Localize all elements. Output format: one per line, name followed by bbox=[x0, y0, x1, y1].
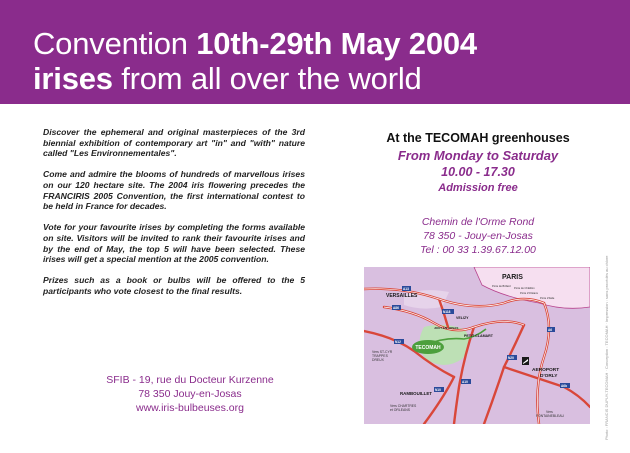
organizer-address bbox=[40, 373, 340, 415]
header-banner bbox=[0, 0, 630, 104]
map-road-label-a86: A86 bbox=[393, 306, 399, 310]
map-road-label-a6: A6 bbox=[548, 328, 553, 332]
organizer-website[interactable]: www.iris-bulbeuses.org bbox=[136, 402, 244, 414]
header-title-rest: from all over the world bbox=[112, 61, 422, 96]
map-label-jouy: JOUY-EN-JOSAS bbox=[434, 326, 459, 330]
map-road-label-a6b: A6b bbox=[561, 384, 568, 388]
map-label-versailles: VERSAILLES bbox=[386, 293, 418, 299]
map-label-tecomah: TECOMAH bbox=[415, 345, 441, 351]
map-road-label-n118: N118 bbox=[443, 310, 451, 314]
location-map bbox=[364, 267, 590, 424]
map-label-orleans: et ORLEANS bbox=[390, 408, 410, 412]
venue-city: 78 350 - Jouy-en-Josas bbox=[423, 230, 533, 242]
venue-days: From Monday to Saturday bbox=[397, 148, 559, 163]
map-label-petit-clamart: PETIT CLAMART bbox=[464, 334, 493, 338]
credits-text: Photo : FRANCIS DUPUY-TECOMAH · Conception : TECOMAH · Impression : sans procédés au chlore bbox=[604, 255, 609, 440]
map-road-label-a13: A13 bbox=[403, 287, 409, 291]
map-label-trappes: TRAPPES bbox=[372, 354, 388, 358]
map-label-porte-orleans: Porte d'Orléans bbox=[520, 292, 538, 295]
map-road-label-n20: N20 bbox=[508, 356, 514, 360]
map-label-fontainebleau: FONTAINEBLEAU bbox=[536, 414, 565, 418]
map-label-dreux: DREUX bbox=[372, 358, 384, 362]
map-road-label-n12: N12 bbox=[395, 340, 401, 344]
map-road-label-n10: N10 bbox=[435, 388, 441, 392]
map-label-porte-brillard: Porte de Brillard bbox=[492, 285, 511, 288]
header-title-prefix: Convention bbox=[33, 26, 197, 61]
paragraph-discover: Discover the ephemeral and original masterpieces of the 3rd biennial exhibition of contemporary art "in" and "with" nature called "Les Environnementales". bbox=[43, 127, 305, 159]
header-title-dates: 10th-29th May 2004 bbox=[196, 26, 477, 61]
map-label-rambouillet: RAMBOUILLET bbox=[400, 391, 432, 396]
map-label-chartres: Vers CHARTRES bbox=[390, 404, 417, 408]
organizer-street: SFIB - 19, rue du Docteur Kurzenne bbox=[106, 374, 274, 386]
map-label-vers: Vers bbox=[546, 410, 553, 414]
paragraph-vote: Vote for your favourite irises by completing the forms available on site. Visitors will be invited to rank their favourite irises and by the end of May, the top 5 will have been selected. These irises will get a special mention at the 2005 convention. bbox=[43, 222, 305, 265]
venue-heading: At the TECOMAH greenhouses bbox=[386, 131, 570, 145]
venue-admission: Admission free bbox=[438, 182, 518, 194]
venue-hours: 10.00 - 17.30 bbox=[441, 165, 515, 179]
print-credits bbox=[604, 170, 612, 440]
map-label-paris: PARIS bbox=[502, 274, 523, 281]
venue-phone: Tel : 00 33 1.39.67.12.00 bbox=[420, 244, 536, 256]
venue-info bbox=[358, 130, 598, 195]
header-title-line-1 bbox=[33, 27, 477, 61]
venue-street: Chemin de l'Orme Rond bbox=[421, 216, 535, 228]
header-title-irises: irises bbox=[33, 61, 113, 96]
paragraph-prizes: Prizes such as a book or bulbs will be offered to the 5 participants who vote closest to the final results. bbox=[43, 275, 305, 296]
map-label-st-cyr: Vers ST-CYR bbox=[372, 350, 393, 354]
map-road-label-a10: A10 bbox=[462, 380, 468, 384]
organizer-city: 78 350 Jouy-en-Josas bbox=[138, 388, 242, 400]
map-label-aeroport: AEROPORT bbox=[532, 368, 560, 373]
map-label-orly: D'ORLY bbox=[540, 374, 558, 379]
map-label-porte-italie: Porte d'Italie bbox=[540, 297, 555, 300]
description-text bbox=[43, 127, 305, 307]
map-label-porte-chatillon: Porte de Châtillon bbox=[514, 287, 535, 290]
venue-contact bbox=[358, 215, 598, 257]
paragraph-blooms: Come and admire the blooms of hundreds of marvellous irises on our 120 hectare site. The 2004 iris flowering precedes the FRANCIRIS 2005 Convention, the first international contest to be held in France for decades. bbox=[43, 169, 305, 212]
map-label-velizy: VELIZY bbox=[456, 316, 469, 320]
header-title-line-2 bbox=[33, 62, 422, 96]
